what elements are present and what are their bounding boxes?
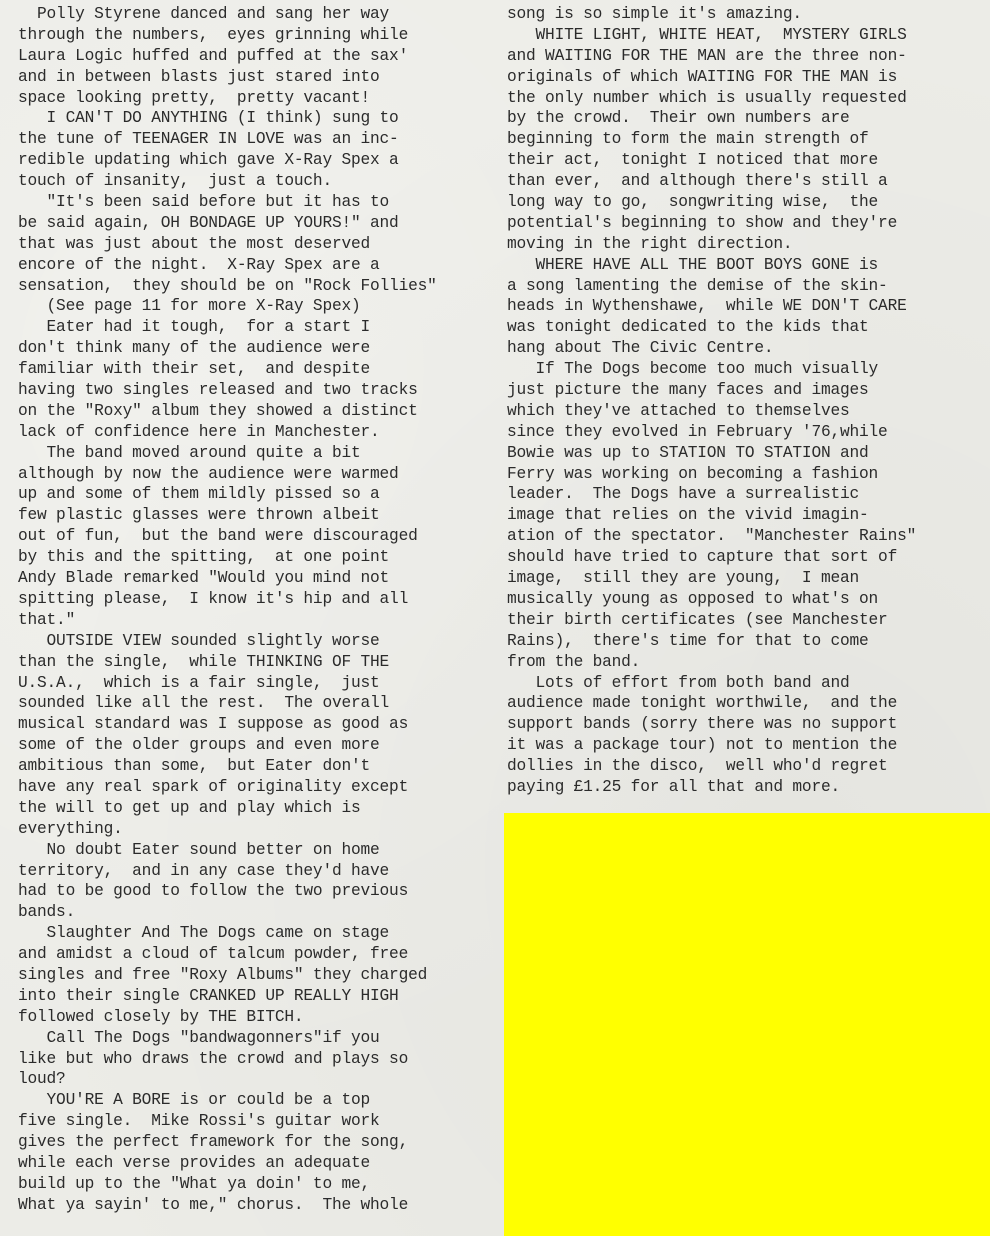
right-column-line: image that relies on the vivid imagin-	[507, 506, 869, 525]
left-column-line: Call The Dogs "bandwagonners"if you	[18, 1028, 380, 1047]
left-column-line: space looking pretty, pretty vacant!	[18, 88, 371, 107]
left-column-line: gives the perfect framework for the song,	[18, 1133, 409, 1152]
left-column-line: the tune of TEENAGER IN LOVE was an inc-	[18, 130, 399, 149]
left-column-line: (See page 11 for more X-Ray Spex)	[18, 297, 361, 316]
left-column-line: up and some of them mildly pissed so a	[18, 485, 380, 504]
left-column-line: territory, and in any case they'd have	[18, 861, 390, 880]
left-column-line: and in between blasts just stared into	[18, 67, 380, 86]
right-column-line: musically young as opposed to what's on	[507, 589, 879, 608]
right-column-line: If The Dogs become too much visually	[507, 360, 879, 379]
right-column-line: a song lamenting the demise of the skin-	[507, 276, 888, 295]
left-column-line: lack of confidence here in Manchester.	[18, 422, 380, 441]
right-column-line: WHITE LIGHT, WHITE HEAT, MYSTERY GIRLS	[507, 25, 907, 44]
right-column-line: since they evolved in February '76,while	[507, 422, 888, 441]
left-column-line: I CAN'T DO ANYTHING (I think) sung to	[18, 109, 399, 128]
left-column-line: bands.	[18, 903, 76, 922]
right-column-line: originals of which WAITING FOR THE MAN is	[507, 67, 898, 86]
right-column-line: leader. The Dogs have a surrealistic	[507, 485, 860, 504]
left-column-line: U.S.A., which is a fair single, just	[18, 673, 380, 692]
right-column-line: potential's beginning to show and they're	[507, 213, 898, 232]
right-column-line: which they've attached to themselves	[507, 401, 850, 420]
left-column-line: sounded like all the rest. The overall	[18, 694, 390, 713]
left-column-line: YOU'RE A BORE is or could be a top	[18, 1091, 371, 1110]
left-column-line: while each verse provides an adequate	[18, 1153, 371, 1172]
right-column-line: by the crowd. Their own numbers are	[507, 109, 850, 128]
right-column-line: their act, tonight I noticed that more	[507, 151, 879, 170]
right-column-line: the only number which is usually requested	[507, 88, 907, 107]
right-column-line: image, still they are young, I mean	[507, 569, 860, 588]
left-column-line: encore of the night. X-Ray Spex are a	[18, 255, 380, 274]
left-column-line: and amidst a cloud of talcum powder, free	[18, 945, 409, 964]
left-column-line: loud?	[18, 1070, 66, 1089]
left-column-line: into their single CRANKED UP REALLY HIGH	[18, 986, 399, 1005]
left-column-line: "It's been said before but it has to	[18, 193, 390, 212]
left-column-line: than the single, while THINKING OF THE	[18, 652, 390, 671]
right-column-line: audience made tonight worthwile, and the	[507, 694, 898, 713]
right-column-line: it was a package tour) not to mention the	[507, 736, 898, 755]
left-column-line: Andy Blade remarked "Would you mind not	[18, 569, 390, 588]
right-column-line: Lots of effort from both band and	[507, 673, 850, 692]
right-column-line: paying £1.25 for all that and more.	[507, 777, 840, 796]
left-column-line: Laura Logic huffed and puffed at the sax'	[18, 46, 409, 65]
left-column-line: No doubt Eater sound better on home	[18, 840, 380, 859]
left-column-line: build up to the "What ya doin' to me,	[18, 1174, 371, 1193]
left-column-line: Polly Styrene danced and sang her way	[18, 5, 390, 23]
right-column-line: their birth certificates (see Manchester	[507, 610, 888, 629]
right-column-line: WHERE HAVE ALL THE BOOT BOYS GONE is	[507, 255, 879, 274]
left-column-line: on the "Roxy" album they showed a distinct	[18, 401, 418, 420]
right-column-line: from the band.	[507, 652, 641, 671]
right-column-line: just picture the many faces and images	[507, 381, 869, 400]
right-column-line: should have tried to capture that sort of	[507, 548, 898, 567]
right-column-line: support bands (sorry there was no support	[507, 715, 898, 734]
left-column-line: although by now the audience were warmed	[18, 464, 399, 483]
left-column-line: out of fun, but the band were discouraged	[18, 527, 418, 546]
left-column-line: that."	[18, 610, 76, 629]
left-column-line: spitting please, I know it's hip and all	[18, 589, 409, 608]
left-column-line: few plastic glasses were thrown albeit	[18, 506, 380, 525]
left-column-line: Eater had it tough, for a start I	[18, 318, 371, 337]
left-column-line: had to be good to follow the two previous	[18, 882, 409, 901]
left-column-line: have any real spark of originality except	[18, 777, 409, 796]
right-column-line: long way to go, songwriting wise, the	[507, 193, 879, 212]
right-column-line: dollies in the disco, well who'd regret	[507, 757, 888, 776]
left-column-line: by this and the spitting, at one point	[18, 548, 390, 567]
right-column-line: heads in Wythenshawe, while WE DON'T CARE	[507, 297, 907, 316]
left-column-line: Slaughter And The Dogs came on stage	[18, 924, 390, 943]
left-column-line: The band moved around quite a bit	[18, 443, 361, 462]
left-column-line: the will to get up and play which is	[18, 798, 361, 817]
right-column-line: was tonight dedicated to the kids that	[507, 318, 869, 337]
left-column-line: that was just about the most deserved	[18, 234, 371, 253]
right-column-line: Ferry was working on becoming a fashion	[507, 464, 879, 483]
right-column-line: Bowie was up to STATION TO STATION and	[507, 443, 869, 462]
left-column-line: ambitious than some, but Eater don't	[18, 757, 371, 776]
left-column-line: redible updating which gave X-Ray Spex a	[18, 151, 399, 170]
left-column-line: touch of insanity, just a touch.	[18, 172, 332, 191]
left-column-line: sensation, they should be on "Rock Follies"	[18, 276, 437, 295]
left-column-line: followed closely by THE BITCH.	[18, 1007, 304, 1026]
right-column-line: song is so simple it's amazing.	[507, 5, 802, 23]
right-column-line: beginning to form the main strength of	[507, 130, 869, 149]
left-column-line: familiar with their set, and despite	[18, 360, 371, 379]
right-column-line: ation of the spectator. "Manchester Rains"	[507, 527, 917, 546]
left-column-line: everything.	[18, 819, 123, 838]
left-column-line: five single. Mike Rossi's guitar work	[18, 1112, 380, 1131]
yellow-redaction-block	[504, 813, 990, 1236]
left-column-line: musical standard was I suppose as good as	[18, 715, 409, 734]
right-column-line: Rains), there's time for that to come	[507, 631, 869, 650]
left-column-line: through the numbers, eyes grinning while	[18, 25, 409, 44]
right-column-line: than ever, and although there's still a	[507, 172, 888, 191]
left-column-line: singles and free "Roxy Albums" they charged	[18, 965, 428, 984]
right-column-line: and WAITING FOR THE MAN are the three non-	[507, 46, 907, 65]
left-column-line: having two singles released and two tracks	[18, 381, 418, 400]
left-column-line: be said again, OH BONDAGE UP YOURS!" and	[18, 213, 399, 232]
left-column-line: What ya sayin' to me," chorus. The whole	[18, 1195, 409, 1214]
left-column-line: OUTSIDE VIEW sounded slightly worse	[18, 631, 380, 650]
left-column-line: like but who draws the crowd and plays so	[18, 1049, 409, 1068]
left-column-line: don't think many of the audience were	[18, 339, 371, 358]
left-column-line: some of the older groups and even more	[18, 736, 380, 755]
right-column-line: moving in the right direction.	[507, 234, 793, 253]
right-column-line: hang about The Civic Centre.	[507, 339, 774, 358]
article-left-column	[18, 4, 498, 1216]
article-right-column	[507, 4, 977, 798]
